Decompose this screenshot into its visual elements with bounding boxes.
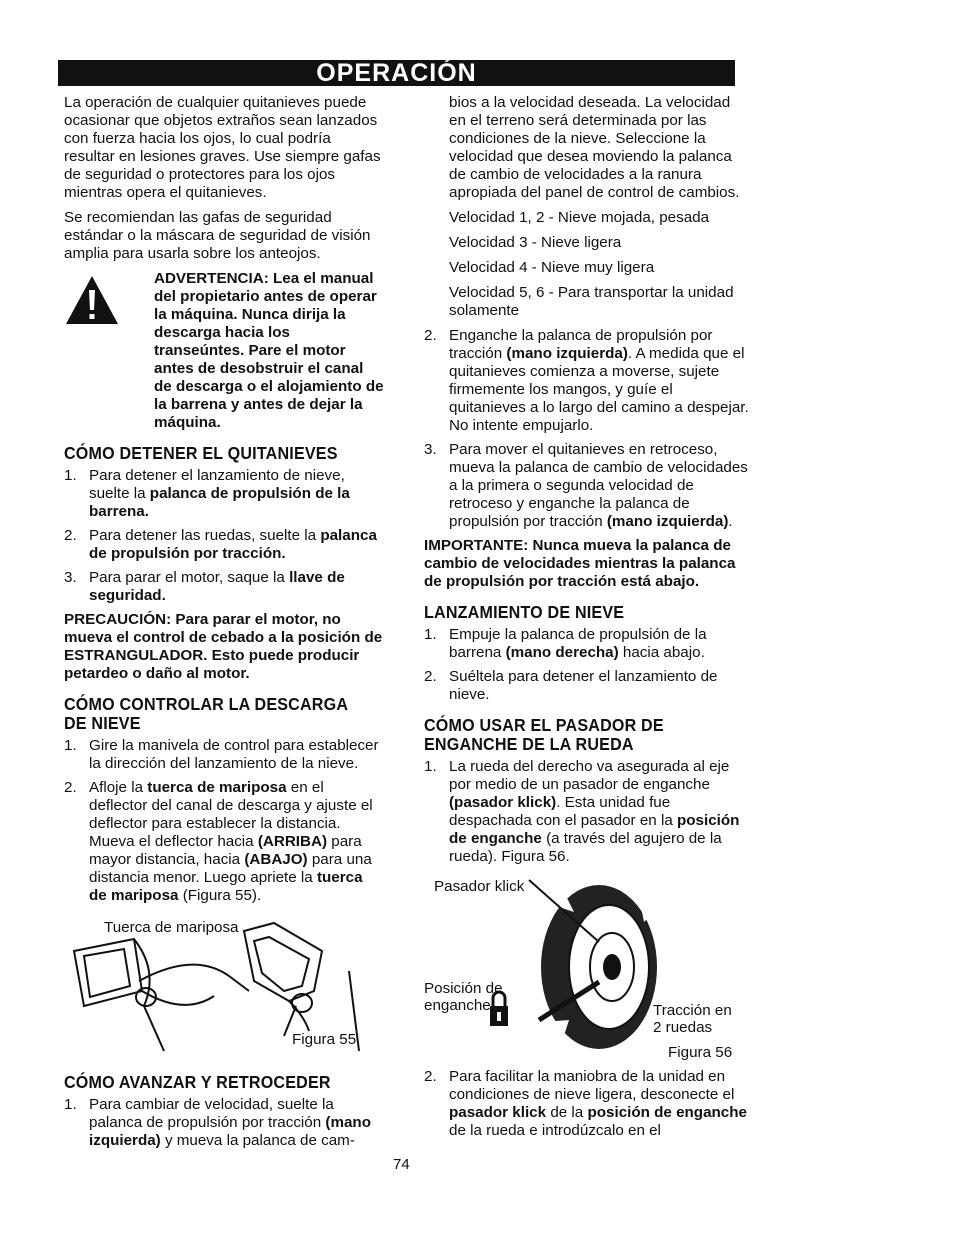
list-item [424,327,749,435]
item-text: . [728,513,733,530]
figure-55 [64,911,384,1061]
item-bold: (mano izquierda) [606,513,729,530]
list-item [424,441,749,531]
item-text: La rueda del derecho va asegurada al eje por medio de un pasador de enganche [449,758,730,793]
item-text: Empuje la palanca de propulsión de la barrena [449,626,707,661]
item-text: para una distancia menor. Luego apriete la [89,851,372,886]
item-number: 1. [424,626,437,643]
pasador-label: Pasador klick [434,878,525,895]
page-title: OPERACIÓN [58,60,735,86]
item-bold: posición de enganche [449,812,740,847]
item-number: 2. [64,527,77,544]
item-text: Para facilitar la maniobra de la unidad en condiciones de nieve ligera, desconecte el [449,1068,735,1103]
item-number: 2. [424,327,437,344]
heading-pasador: CÓMO USAR EL PASADOR DE ENGANCHE DE LA RUEDA [424,715,664,754]
item-bold: (ABAJO) [244,851,308,868]
posicion-label-line1: Posición de [424,980,503,997]
left-column [64,94,384,1156]
item-text: . [281,545,286,562]
item-bold: (mano izquierda) [89,1114,371,1149]
figure-56-caption: Figura 56 [668,1044,733,1061]
item-number: 3. [64,569,77,586]
item-text: Para parar el motor, saque la [89,569,290,586]
item-text: Para detener el lanzamiento de nieve, suelte la [89,467,345,502]
list-item [64,527,384,563]
item-bold: pasador klick [449,1104,547,1121]
item-text: de la [546,1104,588,1121]
item-bold: tuerca de mariposa [89,869,363,904]
list-item [424,1068,749,1140]
intro-paragraph: La operación de cualquier quitanieves puede ocasionar que objetos extraños sean lanzados con fuerza hacia los ojos, lo cual podría resultar en lesiones graves. Use siempre gafas de seguridad o protectores para los ojos mientras opera el quitanieves. [64,94,381,201]
item-text: . [161,587,166,604]
item-text: Para detener las ruedas, suelte la [89,527,321,544]
heading-avanzar: CÓMO AVANZAR Y RETROCEDER [64,1072,331,1092]
figure-56 [424,872,749,1062]
item-text: Para mover el quitanieves en retroceso, mueva la palanca de cambio de velocidades a la primera o segunda velocidad de retroceso y enganche la palanca de propulsión por tracción [449,441,748,530]
list-item [424,668,749,704]
item-text: (a través del agujero de la rueda). Figura 56. [449,830,722,865]
item-text: . A medida que el quitanieves comienza a moverse, sujete firmemente los mangos, y guíe el quitanieves a lo largo del camino a despejar. No intente empujarlo. [449,345,749,434]
list-item [64,1096,384,1150]
heading-lanzamiento: LANZAMIENTO DE NIEVE [424,602,625,622]
important-text [424,537,749,591]
figure-55-label: Tuerca de mariposa [104,919,239,936]
warning-body: ADVERTENCIA: Lea el manual del propietario antes de operar la máquina. Nunca dirija la descarga hacia los transeúntes. Pare el motor antes de desobstruir el canal de descarga o el alojamiento de la barrena y antes de dejar la máquina. [154,270,384,431]
item-number: 2. [64,779,77,796]
item-number: 3. [424,441,437,458]
item-number: 2. [424,1068,437,1085]
item-bold: (mano derecha) [505,644,619,661]
heading-detener: CÓMO DETENER EL QUITANIEVES [64,443,338,463]
item-bold: llave de seguridad [89,569,345,604]
item-number: 1. [64,467,77,484]
heading-descarga: CÓMO CONTROLAR LA DESCARGA DE NIEVE [64,694,348,733]
item-bold: palanca de propulsión de la barrena [89,485,350,520]
item-text: . Esta unidad fue despachada con el pasador en la [449,794,677,829]
item-number: 2. [424,668,437,685]
item-bold: (ARRIBA) [257,833,328,850]
item-text: Afloje la [89,779,148,796]
list-item [64,737,384,773]
item-text: y mueva la palanca de cam- [160,1132,355,1149]
caution-body: PRECAUCIÓN: Para parar el motor, no mueva el control de cebado a la posición de ESTRANGULADOR. Esto puede producir petardeo o daño al motor. [64,611,383,682]
speed-line: Velocidad 3 - Nieve ligera [449,234,622,251]
list-item [64,467,384,521]
list-item [64,569,384,605]
item-number: 1. [64,1096,77,1113]
traccion-label-line2: 2 ruedas [653,1019,713,1036]
speed-line: Velocidad 1, 2 - Nieve mojada, pesada [449,209,710,226]
page-number: 74 [393,1156,410,1173]
item-number: 1. [424,758,437,775]
item-text: (Figura 55). [178,887,262,904]
speed-line: Velocidad 4 - Nieve muy ligera [449,259,655,276]
item-text: en el deflector del canal de descarga y ajuste el deflector para establecer la distancia. Mueva el deflector hacia [89,779,373,850]
intro-paragraph-2: Se recomiendan las gafas de seguridad estándar o la máscara de seguridad de visión amplia para usarla sobre los anteojos. [64,209,371,262]
item-text: . [144,503,149,520]
warning-block [64,270,384,432]
item-text: Para cambiar de velocidad, suelte la palanca de propulsión por tracción [89,1096,334,1131]
item-text: Suéltela para detener el lanzamiento de nieve. [449,668,718,703]
item-text: Enganche la palanca de propulsión por tracción [449,327,713,362]
warning-triangle-icon [64,274,120,326]
traccion-label-line1: Tracción en [653,1002,732,1019]
item-number: 1. [64,737,77,754]
item-text: Gire la manivela de control para establecer la dirección del lanzamiento de la nieve. [89,737,379,772]
figure-55-caption: Figura 55 [292,1031,357,1048]
posicion-label-line2: enganche [424,997,491,1014]
list-item [424,758,749,866]
list-item [64,779,384,905]
right-column [424,94,749,1146]
speed-line: Velocidad 5, 6 - Para transportar la unidad solamente [449,284,734,319]
item-text: de la rueda e introdúzcalo en el [449,1122,661,1139]
important-body: IMPORTANTE: Nunca mueva la palanca de cambio de velocidades mientras la palanca de propulsión por tracción está abajo. [424,537,736,590]
caution-text [64,611,384,683]
continued-paragraph: bios a la velocidad deseada. La velocidad en el terreno será determinada por las condiciones de la nieve. Seleccione la velocidad que desea moviendo la palanca de cambio de velocidades a la ranura apropiada del panel de control de cambios. [449,94,740,201]
item-bold: tuerca de mariposa [147,779,287,796]
list-item [424,626,749,662]
item-bold: (pasador klick) [449,794,557,811]
item-bold: posición de enganche [587,1104,747,1121]
item-text: para mayor distancia, hacia [89,833,362,868]
item-bold: (mano izquierda) [506,345,628,362]
item-bold: palanca de propulsión por tracción [89,527,377,562]
item-text: hacia abajo. [618,644,705,661]
